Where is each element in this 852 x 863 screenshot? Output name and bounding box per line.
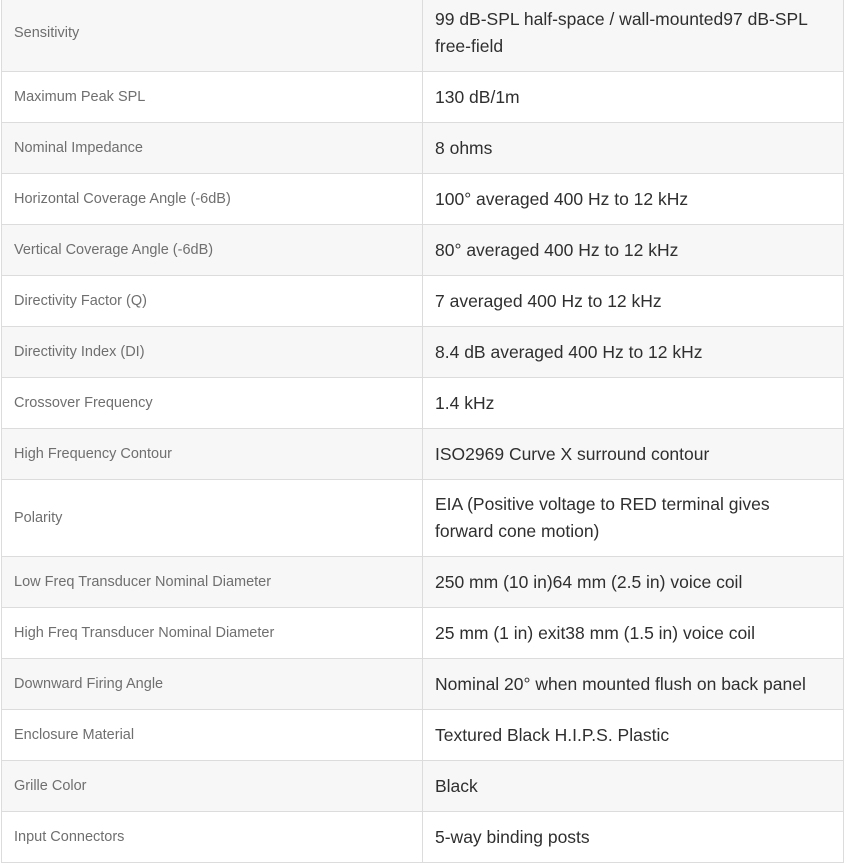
spec-label: Sensitivity: [2, 0, 423, 72]
table-row: [2, 72, 844, 123]
spec-label: Directivity Factor (Q): [2, 276, 423, 327]
spec-label: Grille Color: [2, 761, 423, 812]
spec-value: 5-way binding posts: [423, 812, 844, 863]
table-row: [2, 761, 844, 812]
spec-table: [1, 0, 844, 863]
spec-value: 250 mm (10 in)64 mm (2.5 in) voice coil: [423, 557, 844, 608]
table-row: [2, 174, 844, 225]
table-row: [2, 480, 844, 557]
table-row: [2, 429, 844, 480]
spec-value: 8.4 dB averaged 400 Hz to 12 kHz: [423, 327, 844, 378]
spec-label: Polarity: [2, 480, 423, 557]
spec-value: 1.4 kHz: [423, 378, 844, 429]
table-row: [2, 123, 844, 174]
spec-value: 7 averaged 400 Hz to 12 kHz: [423, 276, 844, 327]
spec-value: EIA (Positive voltage to RED terminal gives forward cone motion): [423, 480, 844, 557]
spec-label: High Frequency Contour: [2, 429, 423, 480]
spec-label: Downward Firing Angle: [2, 659, 423, 710]
spec-value: 25 mm (1 in) exit38 mm (1.5 in) voice coil: [423, 608, 844, 659]
spec-label: Maximum Peak SPL: [2, 72, 423, 123]
table-row: [2, 276, 844, 327]
spec-table-body: [2, 0, 844, 863]
spec-value: 130 dB/1m: [423, 72, 844, 123]
spec-value: 8 ohms: [423, 123, 844, 174]
spec-label: Horizontal Coverage Angle (-6dB): [2, 174, 423, 225]
table-row: [2, 0, 844, 72]
spec-label: Directivity Index (DI): [2, 327, 423, 378]
spec-value: ISO2969 Curve X surround contour: [423, 429, 844, 480]
spec-value: 100° averaged 400 Hz to 12 kHz: [423, 174, 844, 225]
spec-value: Nominal 20° when mounted flush on back panel: [423, 659, 844, 710]
spec-value: 99 dB-SPL half-space / wall-mounted97 dB-SPL free-field: [423, 0, 844, 72]
spec-value: Textured Black H.I.P.S. Plastic: [423, 710, 844, 761]
spec-label: Enclosure Material: [2, 710, 423, 761]
table-row: [2, 327, 844, 378]
spec-value: 80° averaged 400 Hz to 12 kHz: [423, 225, 844, 276]
table-row: [2, 812, 844, 863]
spec-label: Input Connectors: [2, 812, 423, 863]
spec-label: High Freq Transducer Nominal Diameter: [2, 608, 423, 659]
table-row: [2, 608, 844, 659]
spec-value: Black: [423, 761, 844, 812]
spec-label: Crossover Frequency: [2, 378, 423, 429]
spec-label: Low Freq Transducer Nominal Diameter: [2, 557, 423, 608]
table-row: [2, 710, 844, 761]
table-row: [2, 659, 844, 710]
table-row: [2, 378, 844, 429]
spec-label: Nominal Impedance: [2, 123, 423, 174]
table-row: [2, 557, 844, 608]
spec-label: Vertical Coverage Angle (-6dB): [2, 225, 423, 276]
table-row: [2, 225, 844, 276]
